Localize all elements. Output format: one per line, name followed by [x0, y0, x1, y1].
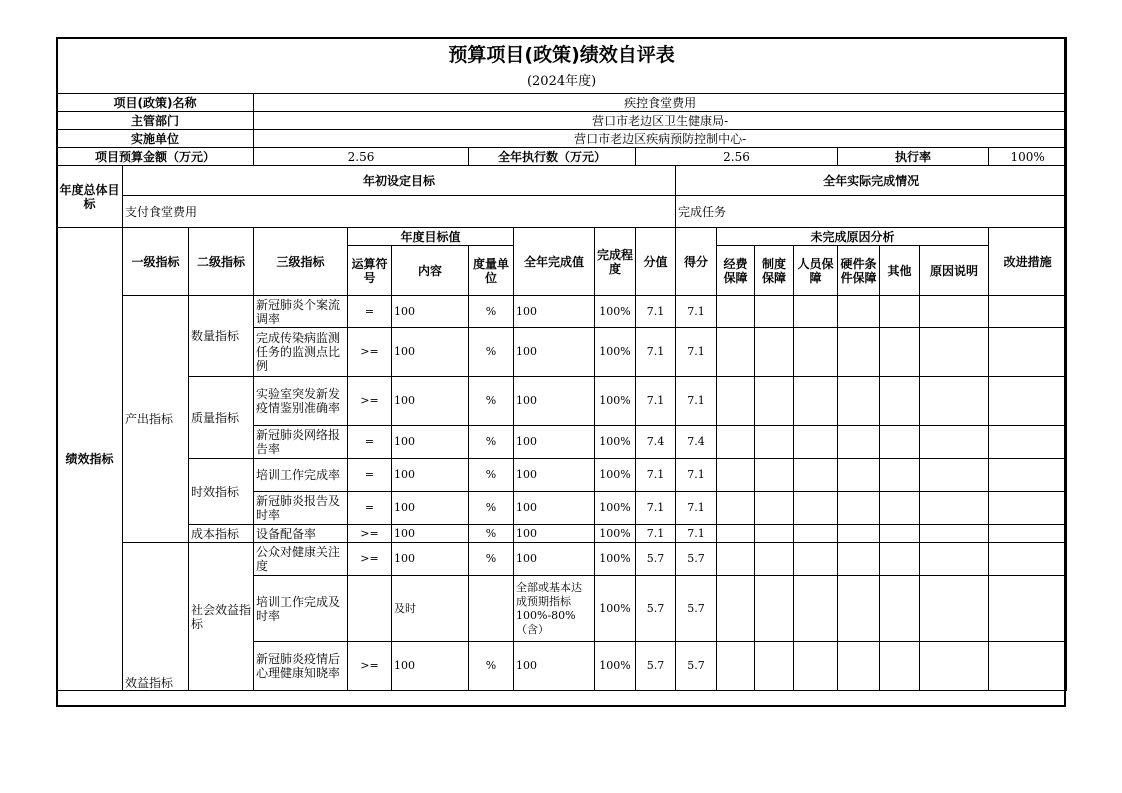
group-social: 社会效益指标 [189, 543, 254, 691]
group-output: 产出指标 [123, 296, 189, 543]
row-score: 7.1 [676, 328, 717, 377]
row-degree: 100% [595, 576, 636, 642]
row-content: 100 [392, 492, 469, 525]
empty-cell [880, 525, 920, 543]
empty-cell [838, 296, 880, 328]
empty-cell [794, 296, 838, 328]
row-degree: 100% [595, 459, 636, 492]
empty-cell [989, 525, 1067, 543]
row-score: 7.1 [676, 459, 717, 492]
header-score-value: 分值 [636, 228, 676, 296]
empty-cell [838, 543, 880, 576]
row-value: 7.1 [636, 459, 676, 492]
page-title: 预算项目(政策)绩效自评表 [57, 38, 1067, 72]
empty-cell [880, 459, 920, 492]
row-value: 5.7 [636, 543, 676, 576]
empty-cell [717, 525, 755, 543]
empty-cell [838, 377, 880, 426]
empty-cell [920, 576, 989, 642]
empty-cell [880, 426, 920, 459]
group-benefit: 效益指标 [123, 543, 189, 691]
empty-cell [989, 642, 1067, 691]
impl-unit-value: 营口市老边区疾病预防控制中心- [254, 130, 1067, 148]
header-other: 其他 [880, 246, 920, 296]
empty-cell [920, 377, 989, 426]
row-unit: % [469, 377, 514, 426]
header-level2: 二级指标 [189, 228, 254, 296]
header-annual-target: 年度目标值 [348, 228, 514, 246]
empty-cell [838, 492, 880, 525]
row-value: 7.1 [636, 377, 676, 426]
row-score: 7.1 [676, 525, 717, 543]
empty-cell [838, 426, 880, 459]
row-done: 全部或基本达成预期指标100%-80%（含） [514, 576, 595, 642]
exec-rate-value: 100% [989, 148, 1067, 166]
empty-cell [838, 328, 880, 377]
row-content: 100 [392, 459, 469, 492]
actual-done-header: 全年实际完成情况 [676, 166, 1067, 196]
row-unit: % [469, 426, 514, 459]
row-content: 100 [392, 296, 469, 328]
empty-cell [717, 576, 755, 642]
row-unit: % [469, 492, 514, 525]
header-personnel: 人员保障 [794, 246, 838, 296]
row-value: 7.1 [636, 525, 676, 543]
empty-cell [717, 492, 755, 525]
row-done: 100 [514, 543, 595, 576]
empty-cell [989, 459, 1067, 492]
empty-cell [794, 543, 838, 576]
empty-cell [717, 296, 755, 328]
empty-cell [755, 492, 794, 525]
row-unit: % [469, 543, 514, 576]
impl-unit-label: 实施单位 [57, 130, 254, 148]
empty-cell [880, 642, 920, 691]
empty-cell [794, 459, 838, 492]
row-content: 100 [392, 543, 469, 576]
row-content: 100 [392, 328, 469, 377]
row-degree: 100% [595, 377, 636, 426]
empty-cell [989, 492, 1067, 525]
row-score: 5.7 [676, 576, 717, 642]
row-op: >= [348, 642, 392, 691]
perf-indicator-label: 绩效指标 [57, 228, 123, 691]
header-level1: 一级指标 [123, 228, 189, 296]
empty-cell [794, 492, 838, 525]
row-unit: % [469, 296, 514, 328]
row-degree: 100% [595, 426, 636, 459]
row-degree: 100% [595, 543, 636, 576]
row-value: 7.1 [636, 492, 676, 525]
row-name: 实验室突发新发疫情鉴别准确率 [254, 377, 348, 426]
row-value: 7.4 [636, 426, 676, 459]
row-unit: % [469, 459, 514, 492]
empty-cell [794, 642, 838, 691]
row-name: 设备配备率 [254, 525, 348, 543]
row-content: 100 [392, 525, 469, 543]
header-level3: 三级指标 [254, 228, 348, 296]
initial-goal-text: 支付食堂费用 [123, 196, 676, 228]
row-value: 5.7 [636, 576, 676, 642]
empty-cell [717, 377, 755, 426]
row-done: 100 [514, 328, 595, 377]
row-op [348, 576, 392, 642]
row-content: 100 [392, 642, 469, 691]
row-done: 100 [514, 459, 595, 492]
empty-cell [838, 525, 880, 543]
empty-cell [794, 328, 838, 377]
empty-cell [717, 426, 755, 459]
row-name: 公众对健康关注度 [254, 543, 348, 576]
row-degree: 100% [595, 296, 636, 328]
group-quality: 质量指标 [189, 377, 254, 459]
row-score: 7.4 [676, 426, 717, 459]
row-op: >= [348, 543, 392, 576]
empty-cell [880, 543, 920, 576]
row-done: 100 [514, 377, 595, 426]
row-op: >= [348, 328, 392, 377]
evaluation-table [56, 37, 1067, 691]
empty-cell [717, 328, 755, 377]
empty-cell [755, 426, 794, 459]
group-cost: 成本指标 [189, 525, 254, 543]
row-content: 100 [392, 377, 469, 426]
dept-label: 主管部门 [57, 112, 254, 130]
row-op: >= [348, 377, 392, 426]
header-content: 内容 [392, 246, 469, 296]
header-funding: 经费保障 [717, 246, 755, 296]
empty-cell [755, 525, 794, 543]
row-op: = [348, 296, 392, 328]
row-name: 新冠肺炎报告及时率 [254, 492, 348, 525]
row-op: = [348, 492, 392, 525]
header-reason: 原因说明 [920, 246, 989, 296]
empty-cell [717, 543, 755, 576]
exec-rate-label: 执行率 [838, 148, 989, 166]
empty-cell [717, 459, 755, 492]
row-score: 5.7 [676, 642, 717, 691]
empty-cell [794, 377, 838, 426]
empty-cell [838, 459, 880, 492]
empty-cell [920, 426, 989, 459]
empty-cell [755, 377, 794, 426]
row-content: 100 [392, 426, 469, 459]
empty-cell [755, 543, 794, 576]
row-unit: % [469, 525, 514, 543]
budget-amount-label: 项目预算金额（万元） [57, 148, 254, 166]
row-value: 5.7 [636, 642, 676, 691]
row-name: 培训工作完成率 [254, 459, 348, 492]
year-label: (2024年度) [57, 72, 1067, 94]
row-op: = [348, 426, 392, 459]
row-degree: 100% [595, 492, 636, 525]
row-done: 100 [514, 642, 595, 691]
project-name-value: 疾控食堂费用 [254, 94, 1067, 112]
row-done: 100 [514, 525, 595, 543]
empty-cell [880, 492, 920, 525]
row-score: 7.1 [676, 492, 717, 525]
empty-cell [794, 525, 838, 543]
empty-cell [755, 642, 794, 691]
row-score: 5.7 [676, 543, 717, 576]
empty-cell [755, 459, 794, 492]
actual-done-text: 完成任务 [676, 196, 1067, 228]
header-unfinished: 未完成原因分析 [717, 228, 989, 246]
header-degree: 完成程度 [595, 228, 636, 296]
row-name: 完成传染病监测任务的监测点比例 [254, 328, 348, 377]
empty-cell [989, 576, 1067, 642]
self-evaluation-sheet [56, 37, 1066, 691]
project-name-label: 项目(政策)名称 [57, 94, 254, 112]
empty-cell [989, 328, 1067, 377]
header-system: 制度保障 [755, 246, 794, 296]
row-name: 培训工作完成及时率 [254, 576, 348, 642]
exec-amount-label: 全年执行数（万元） [469, 148, 636, 166]
row-op: >= [348, 525, 392, 543]
row-score: 7.1 [676, 377, 717, 426]
empty-cell [880, 296, 920, 328]
empty-cell [920, 525, 989, 543]
group-quantity: 数量指标 [189, 296, 254, 377]
row-name: 新冠肺炎疫情后心理健康知晓率 [254, 642, 348, 691]
empty-cell [880, 377, 920, 426]
empty-cell [794, 426, 838, 459]
row-degree: 100% [595, 642, 636, 691]
header-unit: 度量单位 [469, 246, 514, 296]
row-degree: 100% [595, 328, 636, 377]
row-value: 7.1 [636, 328, 676, 377]
empty-cell [920, 492, 989, 525]
empty-cell [989, 543, 1067, 576]
empty-cell [989, 377, 1067, 426]
row-op: = [348, 459, 392, 492]
empty-cell [989, 426, 1067, 459]
header-score: 得分 [676, 228, 717, 296]
empty-cell [880, 328, 920, 377]
empty-cell [794, 576, 838, 642]
row-content: 及时 [392, 576, 469, 642]
row-value: 7.1 [636, 296, 676, 328]
empty-cell [717, 642, 755, 691]
empty-cell [920, 642, 989, 691]
empty-cell [755, 576, 794, 642]
row-degree: 100% [595, 525, 636, 543]
row-name: 新冠肺炎个案流调率 [254, 296, 348, 328]
row-unit: % [469, 328, 514, 377]
empty-cell [755, 296, 794, 328]
row-name: 新冠肺炎网络报告率 [254, 426, 348, 459]
row-done: 100 [514, 492, 595, 525]
empty-cell [989, 296, 1067, 328]
empty-cell [920, 543, 989, 576]
empty-cell [880, 576, 920, 642]
row-unit [469, 576, 514, 642]
row-score: 7.1 [676, 296, 717, 328]
row-unit: % [469, 642, 514, 691]
empty-cell [838, 642, 880, 691]
empty-cell [755, 328, 794, 377]
empty-cell [920, 459, 989, 492]
header-operator: 运算符号 [348, 246, 392, 296]
header-full-year: 全年完成值 [514, 228, 595, 296]
empty-cell [920, 296, 989, 328]
header-improve: 改进措施 [989, 228, 1067, 296]
header-hardware: 硬件条件保障 [838, 246, 880, 296]
dept-value: 营口市老边区卫生健康局- [254, 112, 1067, 130]
initial-goal-header: 年初设定目标 [123, 166, 676, 196]
group-timeliness: 时效指标 [189, 459, 254, 525]
budget-amount-value: 2.56 [254, 148, 469, 166]
empty-cell [920, 328, 989, 377]
row-done: 100 [514, 296, 595, 328]
exec-amount-value: 2.56 [636, 148, 838, 166]
row-done: 100 [514, 426, 595, 459]
annual-goal-label: 年度总体目标 [57, 166, 123, 228]
empty-cell [838, 576, 880, 642]
